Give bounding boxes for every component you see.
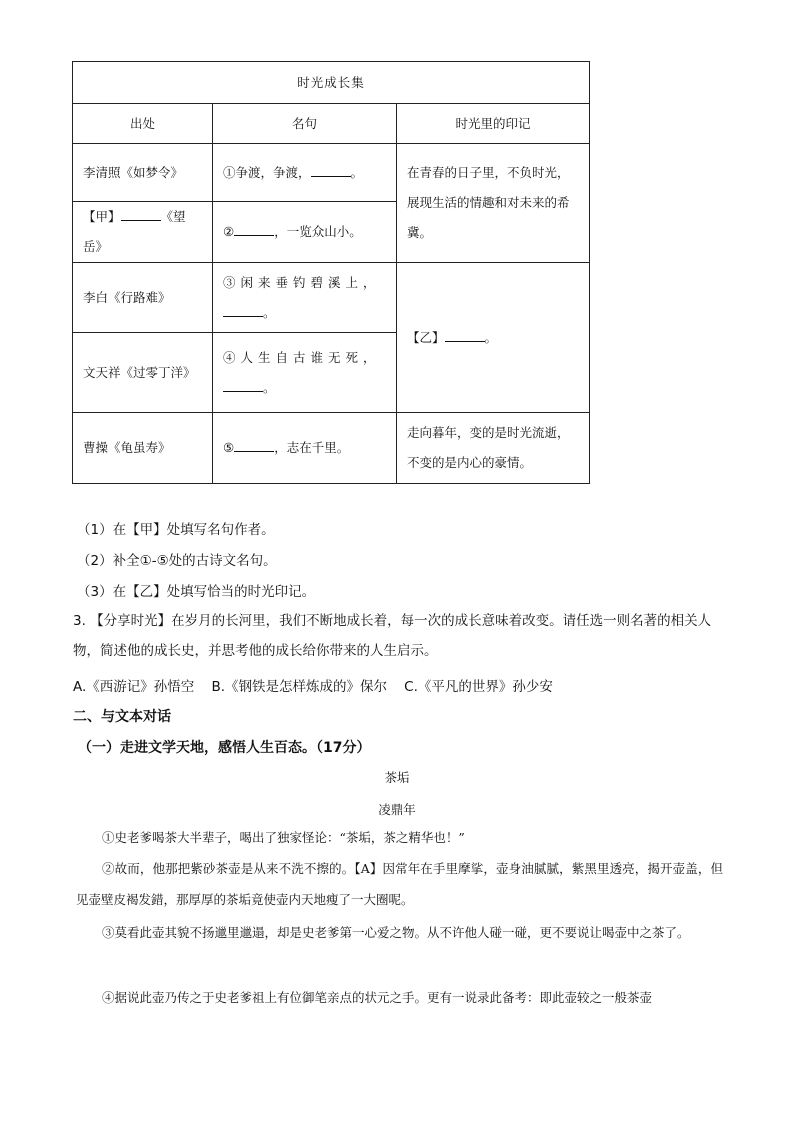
row2-quote: ② ，一览众山小。 bbox=[213, 202, 397, 263]
question-2: （2）补全①-⑤处的古诗文名句。 bbox=[77, 553, 277, 569]
fill-blank bbox=[311, 164, 351, 177]
question-3: （3）在【乙】处填写恰当的时光印记。 bbox=[77, 584, 316, 600]
row4-quote: ④人生自古谁无死， 。 bbox=[213, 333, 397, 413]
row3-quote: ③闲来垂钓碧溪上， 。 bbox=[213, 263, 397, 333]
fill-blank bbox=[234, 223, 274, 236]
row4-source: 文天祥《过零丁洋》 bbox=[73, 333, 213, 413]
table-title: 时光成长集 bbox=[73, 62, 590, 104]
fill-blank bbox=[223, 379, 263, 392]
item-3-prompt: 3. 【分享时光】在岁月的长河里，我们不断地成长着，每一次的成长意味着改变。请任选一则名著的相关人物，简述他的成长史，并思考他的成长给你带来的人生启示。 bbox=[73, 613, 712, 659]
fill-blank-yi bbox=[445, 329, 485, 342]
article-paragraph-4: ④据说此壶乃传之于史老爹祖上有位御笔亲点的状元之手。更有一说录此备考：即此壶较之一般茶壶 bbox=[102, 990, 653, 1005]
imprint-old-age: 走向暮年，变的是时光流逝，不变的是内心的豪情。 bbox=[397, 413, 590, 484]
header-source: 出处 bbox=[73, 104, 213, 144]
item-3-options: A.《西游记》孙悟空 B.《钢铁是怎样炼成的》保尔 C.《平凡的世界》孙少安 bbox=[73, 679, 553, 695]
article-author: 凌鼎年 bbox=[378, 802, 416, 817]
row3-source: 李白《行路难》 bbox=[73, 263, 213, 333]
section-subheading: （一）走进文学天地，感悟人生百态。（17分） bbox=[78, 740, 371, 756]
fill-blank bbox=[223, 304, 263, 317]
poetry-table bbox=[72, 61, 590, 484]
fill-blank bbox=[234, 439, 274, 452]
article-title: 茶垢 bbox=[384, 770, 410, 785]
article-paragraph-3: ③莫看此壶其貌不扬邋里邋遢，却是史老爹第一心爱之物。从不许他人碰一碰，更不要说让喝壶中之茶了。 bbox=[102, 925, 690, 940]
row5-source: 曹操《龟虽寿》 bbox=[73, 413, 213, 484]
fill-blank-jia bbox=[121, 208, 161, 221]
imprint-youth: 在青春的日子里，不负时光，展现生活的情趣和对未来的希冀。 bbox=[397, 144, 590, 263]
row5-quote: ⑤ ，志在千里。 bbox=[213, 413, 397, 484]
header-quote: 名句 bbox=[213, 104, 397, 144]
header-imprint: 时光里的印记 bbox=[397, 104, 590, 144]
article-paragraph-1: ①史老爹喝茶大半辈子，喝出了独家怪论：“茶垢，茶之精华也！” bbox=[102, 830, 465, 845]
row1-source: 李清照《如梦令》 bbox=[73, 144, 213, 202]
imprint-yi: 【乙】 。 bbox=[397, 263, 590, 413]
row1-quote: ①争渡，争渡， 。 bbox=[213, 144, 397, 202]
article-paragraph-2: ②故而，他那把紫砂茶壶是从来不洗不擦的。【A】因常年在手里摩挲，壶身油腻腻，紫黑里透亮，揭开壶盖，但见壶壁皮褐发錯，那厚厚的茶垢竟使壶内天地瘦了一大圈呢。 bbox=[76, 861, 723, 907]
section-heading: 二、与文本对话 bbox=[73, 709, 171, 725]
question-1: （1）在【甲】处填写名句作者。 bbox=[77, 522, 275, 538]
row2-source: 【甲】 《望岳》 bbox=[73, 202, 213, 263]
